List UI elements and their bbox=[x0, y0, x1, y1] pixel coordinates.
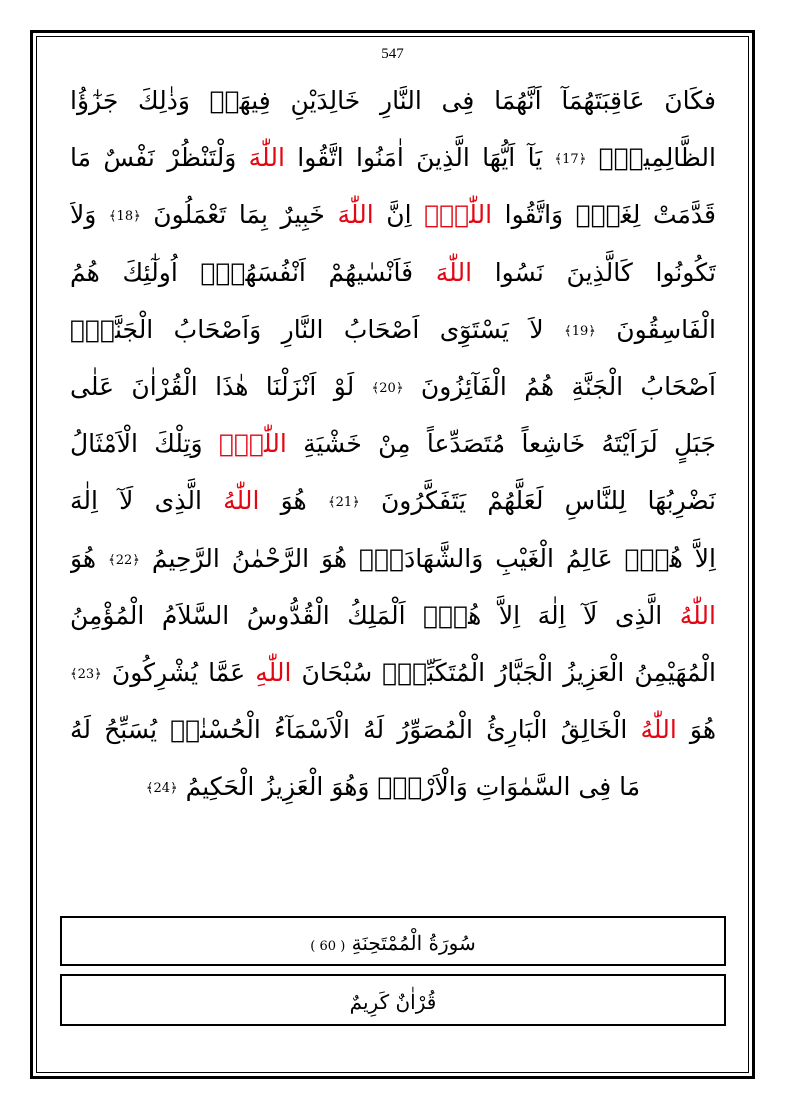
verse-text: فكَانَ عَاقِبَتَهُمَآ اَنَّهُمَا فِى النَّارِ خَالِدَيْنِ فِيهَاۜ وَذٰلِكَ جَزٰٓؤُا bbox=[70, 86, 716, 115]
text-line bbox=[70, 415, 716, 472]
verse-text: اِلاَّ هُوَۚ عَالِمُ الْغَيْبِ وَالشَّهَادَةِۚ هُوَ الرَّحْمٰنُ الرَّحِيمُ bbox=[139, 543, 716, 573]
text-line bbox=[70, 530, 716, 587]
verse-text: الَّذِى لَآ اِلٰهَ اِلاَّ هُوَۚ اَلْمَلِكُ الْقُدُّوسُ السَّلاَمُ الْمُؤْمِنُ bbox=[70, 600, 680, 630]
verse-text: لَوْ اَنْزَلْنَا هٰذَا الْقُرْاٰنَ عَلٰى bbox=[70, 371, 372, 401]
text-line bbox=[70, 301, 716, 358]
verse-text: هُوَ bbox=[259, 486, 328, 516]
divine-name: اللّٰهُ bbox=[640, 715, 677, 745]
verse-text: مَا فِى السَّمٰوَاتِ وَالْاَرْضِۚ وَهُوَ الْعَزِيزُ الْحَكِيمُ bbox=[177, 772, 641, 802]
text-line bbox=[70, 129, 716, 186]
ayah-number: ﴿17﴾ bbox=[554, 152, 587, 168]
ayah-number: ﴿20﴾ bbox=[371, 380, 404, 396]
ayah-number: ﴿19﴾ bbox=[564, 323, 596, 339]
verse-text: الَّذِى لَآ اِلٰهَ bbox=[70, 486, 224, 516]
verse-text: يَآ اَيُّهَا الَّذِينَ اٰمَنُوا اتَّقُوا bbox=[284, 143, 555, 173]
verse-text: نَضْرِبُهَا لِلنَّاسِ لَعَلَّهُمْ يَتَفَكَّرُونَ bbox=[359, 486, 716, 516]
divine-name: اللّٰهَ bbox=[337, 200, 374, 230]
verse-text: وَلاَ bbox=[70, 200, 109, 230]
sura-number: ( 60 ) bbox=[310, 939, 346, 954]
divine-name: اللّٰهِ bbox=[218, 429, 287, 459]
divine-name: اللّٰهَ bbox=[248, 143, 285, 173]
sura-subtitle-box bbox=[60, 974, 726, 1026]
quran-text-block bbox=[70, 72, 716, 815]
divine-name: اللّٰهَ bbox=[424, 200, 493, 230]
verse-text: جَبَلٍ لَرَاَيْتَهُ خَاشِعاً مُتَصَدِّعاً مِنْ خَشْيَةِ bbox=[286, 429, 716, 459]
verse-text: فَاَنْسٰيهُمْ اَنْفُسَهُمْۜ اُولٰٓئِكَ هُمُ bbox=[70, 257, 436, 287]
text-line bbox=[70, 72, 716, 129]
verse-text: هُوَ bbox=[676, 715, 716, 745]
verse-text: وَلْتَنْظُرْ نَفْسٌ مَا bbox=[70, 143, 249, 173]
page-number: 547 bbox=[381, 46, 404, 62]
ayah-number: ﴿23﴾ bbox=[70, 666, 102, 682]
verse-text: هُوَ bbox=[70, 543, 109, 573]
ayah-number: ﴿22﴾ bbox=[108, 552, 140, 568]
divine-name: اللّٰهِ bbox=[255, 657, 292, 687]
text-line bbox=[70, 472, 716, 529]
verse-text: لاَ يَسْتَوِٓى اَصْحَابُ النَّارِ وَاَصْحَابُ الْجَنَّةِۜ bbox=[70, 314, 565, 344]
verse-text: الْخَالِقُ الْبَارِئُ الْمُصَوِّرُ لَهُ الْاَسْمَآءُ الْحُسْنٰىۜ يُسَبِّحُ لَهُ bbox=[70, 715, 641, 745]
sura-subtitle: قُرْاٰنٌ كَرِيمٌ bbox=[349, 990, 437, 1014]
verse-text: عَمَّا يُشْرِكُونَ bbox=[101, 657, 256, 687]
verse-text: الْمُهَيْمِنُ الْعَزِيزُ الْجَبَّارُ الْمُتَكَبِّرُۜ سُبْحَانَ bbox=[291, 657, 716, 687]
verse-text: الْفَاسِقُونَ bbox=[595, 314, 716, 344]
verse-text: تَكُونُوا كَالَّذِينَ نَسُوا bbox=[472, 257, 716, 287]
ayah-number: ﴿18﴾ bbox=[108, 209, 141, 225]
text-line bbox=[70, 186, 716, 243]
text-line bbox=[70, 244, 716, 301]
text-line bbox=[70, 701, 716, 758]
text-line bbox=[70, 587, 716, 644]
divine-name: اللّٰهُ bbox=[223, 486, 260, 516]
verse-text: ۜ اِنَّ bbox=[373, 200, 425, 230]
verse-text: الظَّالِمِينَ۟ bbox=[586, 143, 716, 173]
text-line bbox=[70, 358, 716, 415]
sura-title-box bbox=[60, 916, 726, 966]
verse-text: قَدَّمَتْ لِغَدٍۚ وَاتَّقُوا bbox=[492, 200, 716, 230]
verse-text: اَصْحَابُ الْجَنَّةِ هُمُ الْفَآئِزُونَ bbox=[403, 371, 716, 401]
verse-text: ۜ وَتِلْكَ الْاَمْثَالُ bbox=[70, 429, 219, 459]
divine-name: اللّٰهَ bbox=[435, 257, 473, 287]
text-line bbox=[70, 644, 716, 701]
text-line bbox=[70, 758, 716, 815]
ayah-number: ﴿24﴾ bbox=[145, 781, 178, 797]
sura-title: سُورَةُ الْمُمْتَحِنَةِ bbox=[351, 931, 476, 955]
verse-text: خَبِيرٌ بِمَا تَعْمَلُونَ bbox=[140, 200, 338, 230]
divine-name: اللّٰهُ bbox=[679, 600, 716, 630]
ayah-number: ﴿21﴾ bbox=[327, 495, 360, 511]
